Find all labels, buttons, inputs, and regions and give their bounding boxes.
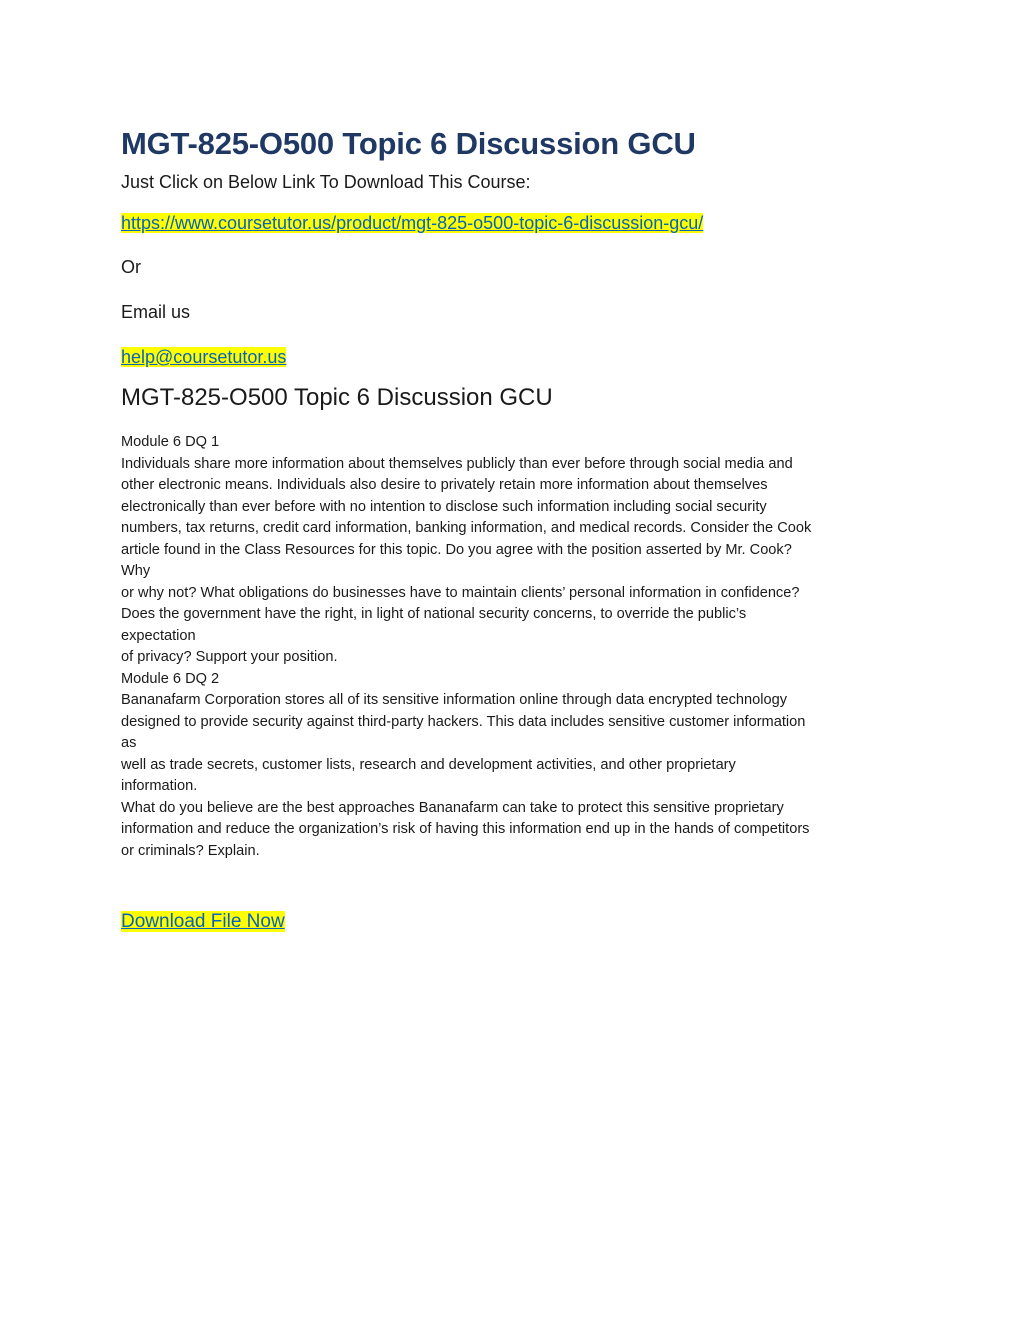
body-line: as bbox=[121, 735, 137, 751]
body-line: Individuals share more information about themselves publicly than ever before through social media and bbox=[121, 455, 793, 472]
body-line: Does the government have the right, in light of national security concerns, to override the public’s bbox=[121, 606, 747, 622]
download-row bbox=[121, 908, 911, 936]
email-link-row bbox=[121, 344, 911, 370]
body-line: information. bbox=[121, 778, 198, 794]
download-file-link[interactable]: Download File Now bbox=[121, 911, 285, 932]
body-line: or criminals? Explain. bbox=[121, 842, 260, 859]
discussion-body bbox=[121, 432, 911, 862]
page-title: MGT-825-O500 Topic 6 Discussion GCU bbox=[121, 126, 696, 161]
email-link[interactable]: help@coursetutor.us bbox=[121, 347, 287, 367]
body-line: of privacy? Support your position. bbox=[121, 649, 338, 665]
section-heading: MGT-825-O500 Topic 6 Discussion GCU bbox=[121, 384, 553, 411]
body-line: expectation bbox=[121, 627, 196, 644]
document-page bbox=[121, 120, 911, 955]
course-link[interactable]: https://www.coursetutor.us/product/mgt-825-o500-topic-6-discussion-gcu/ bbox=[121, 213, 704, 233]
body-line: Why bbox=[121, 563, 151, 579]
body-line: or why not? What obligations do businesses have to maintain clients’ personal information in confidence? bbox=[121, 584, 800, 601]
body-line: other electronic means. Individuals also desire to privately retain more information about themselves bbox=[121, 477, 768, 493]
or-text: Or bbox=[121, 257, 141, 277]
body-line: Bananafarm Corporation stores all of its sensitive information online through data encrypted technology bbox=[121, 692, 788, 708]
body-line: Module 6 DQ 2 bbox=[121, 670, 220, 687]
body-line: What do you believe are the best approaches Bananafarm can take to protect this sensitive proprietary bbox=[121, 799, 784, 816]
download-instruction: Just Click on Below Link To Download This Course: bbox=[121, 172, 531, 192]
body-line: electronically than ever before with no intention to disclose such information including social security bbox=[121, 498, 767, 515]
body-line: article found in the Class Resources for this topic. Do you agree with the position asserted by Mr. Cook? bbox=[121, 541, 792, 558]
body-line: Module 6 DQ 1 bbox=[121, 434, 220, 450]
body-line: designed to provide security against third-party hackers. This data includes sensitive customer information bbox=[121, 713, 806, 730]
body-line: well as trade secrets, customer lists, research and development activities, and other proprietary bbox=[121, 756, 736, 773]
course-link-row bbox=[121, 210, 911, 236]
body-line: information and reduce the organization’s risk of having this information end up in the hands of competitors bbox=[121, 821, 810, 837]
email-label: Email us bbox=[121, 302, 191, 322]
body-line: numbers, tax returns, credit card information, banking information, and medical records. Consider the Cook bbox=[121, 520, 812, 536]
